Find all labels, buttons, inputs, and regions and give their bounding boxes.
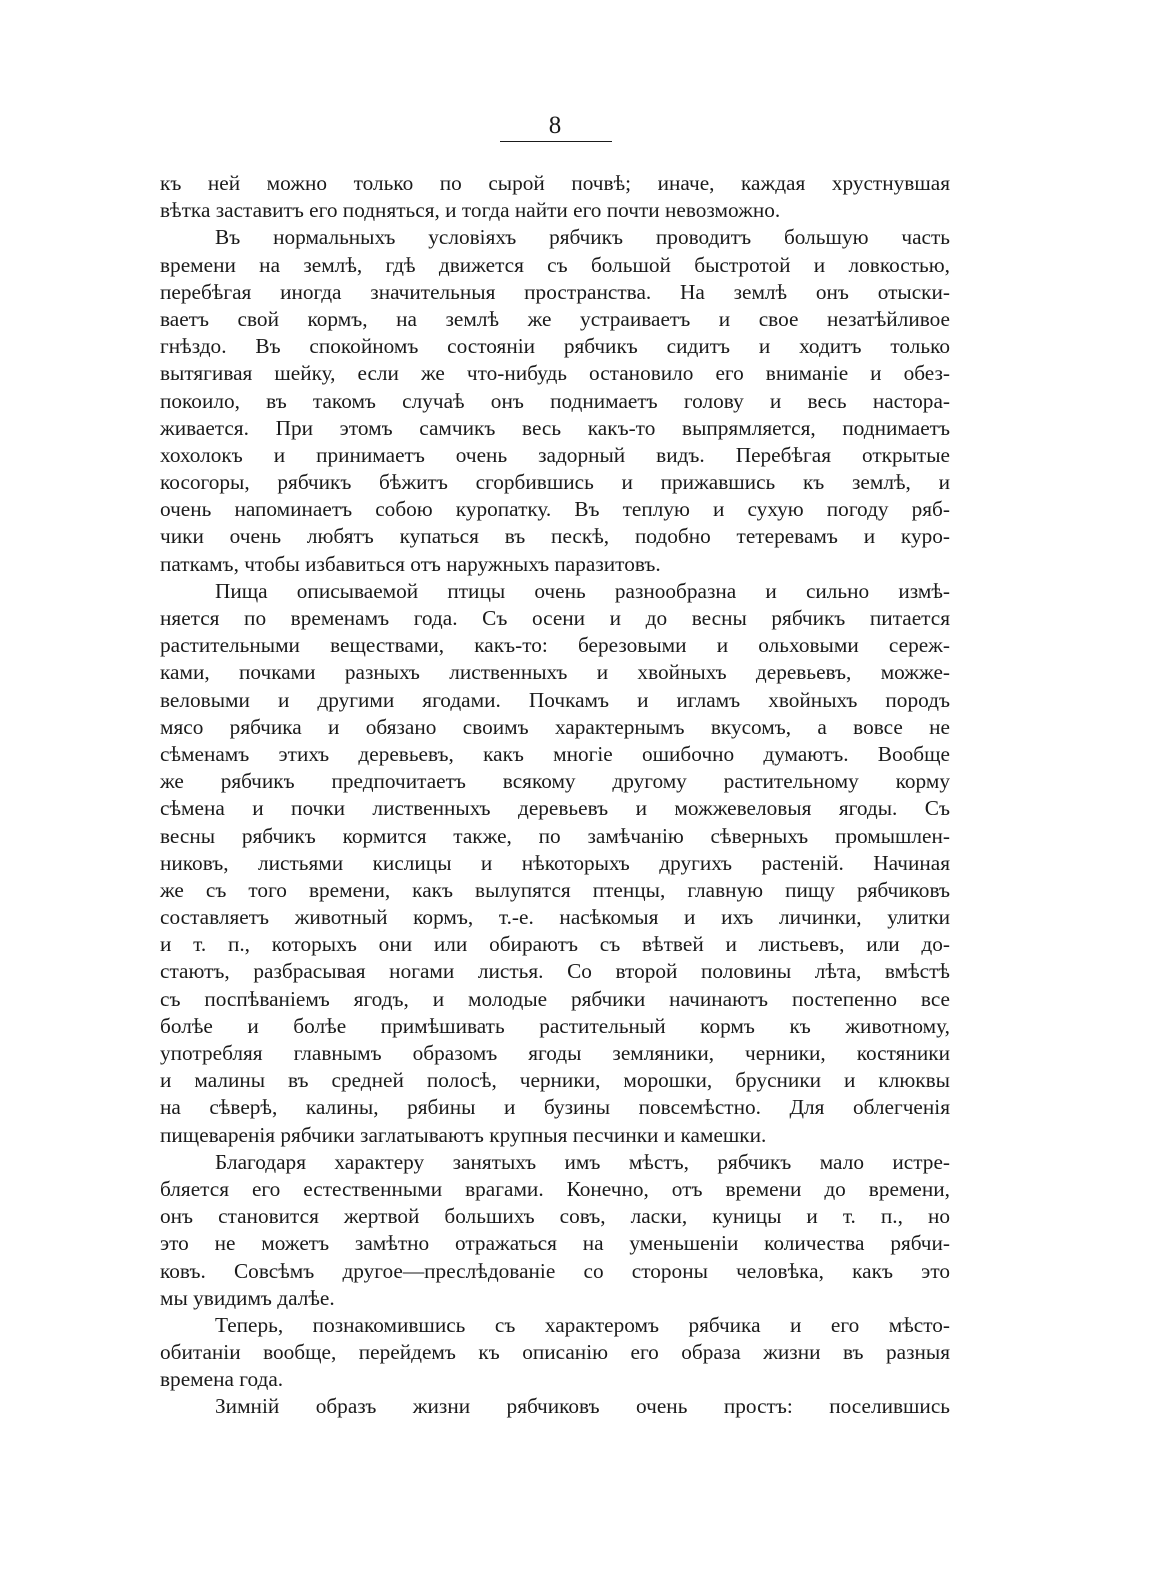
text-line: сѣменамъ этихъ деревьевъ, какъ многіе ошибочно думаютъ. Вообще <box>160 741 950 766</box>
text-line: на сѣверѣ, калины, рябины и бузины повсемѣстно. Для облегченія <box>160 1095 950 1120</box>
text-line: чики очень любятъ купаться въ пескѣ, подобно тетеревамъ и куро- <box>160 524 950 549</box>
text-line: это не можетъ замѣтно отражаться на уменьшеніи количества рябчи- <box>160 1231 950 1256</box>
text-line: бляется его естественными врагами. Конечно, отъ времени до времени, <box>160 1176 950 1201</box>
text-line: косогоры, рябчикъ бѣжитъ сгорбившись и прижавшись къ землѣ, и <box>160 470 950 495</box>
text-line: вытягивая шейку, если же что-нибудь остановило его вниманіе и обез- <box>160 361 950 386</box>
text-line: ками, почками разныхъ лиственныхъ и хвойныхъ деревьевъ, можже- <box>160 660 950 685</box>
text-line: гнѣздо. Въ спокойномъ состояніи рябчикъ сидитъ и ходитъ только <box>160 334 950 359</box>
text-line: и т. п., которыхъ они или обираютъ съ вѣтвей и листьевъ, или до- <box>160 932 950 957</box>
text-line: растительными веществами, какъ-то: березовыми и ольховыми сереж- <box>160 633 950 658</box>
page-number-rule <box>500 141 612 142</box>
text-line: времена года. <box>160 1367 284 1392</box>
text-line: же рябчикъ предпочитаетъ всякому другому растительному корму <box>160 769 950 794</box>
body-text <box>160 170 950 1421</box>
text-line: же съ того времени, какъ вылупятся птенцы, главную пищу рябчиковъ <box>160 877 950 902</box>
text-line: покоило, въ такомъ случаѣ онъ поднимаетъ голову и весь настора- <box>160 388 950 413</box>
text-line: вѣтка заставитъ его подняться, и тогда найти его почти невозможно. <box>160 198 781 223</box>
text-line: няется по временамъ года. Съ осени и до весны рябчикъ питается <box>160 606 950 630</box>
text-line: сѣмена и почки лиственныхъ деревьевъ и можжевеловыя ягоды. Съ <box>160 796 950 821</box>
text-line: онъ становится жертвой большихъ совъ, ласки, куницы и т. п., но <box>160 1204 950 1229</box>
paragraph <box>160 224 950 577</box>
text-line: обитаніи вообще, перейдемъ къ описанію его образа жизни въ разныя <box>160 1340 950 1365</box>
paragraph <box>160 578 950 1149</box>
text-line: стаютъ, разбрасывая ногами листья. Со второй половины лѣта, вмѣстѣ <box>160 959 950 984</box>
text-line: очень напоминаетъ собою куропатку. Въ теплую и сухую погоду ряб- <box>160 497 950 522</box>
text-line: къ ней можно только по сырой почвѣ; иначе, каждая хрустнувшая <box>160 171 950 195</box>
text-line: Зимній образъ жизни рябчиковъ очень простъ: поселившись <box>215 1394 950 1419</box>
text-line: ваетъ свой кормъ, на землѣ же устраиваетъ и свое незатѣйливое <box>160 306 950 331</box>
paragraph <box>160 1149 950 1312</box>
text-line: пищеваренія рябчики заглатываютъ крупныя песчинки и камешки. <box>160 1122 767 1147</box>
page-number: 8 <box>548 112 562 139</box>
text-line: мы увидимъ далѣе. <box>160 1285 335 1310</box>
text-line: составляетъ животный кормъ, т.-е. насѣкомыя и ихъ личинки, улитки <box>160 905 950 930</box>
text-line: Въ нормальныхъ условіяхъ рябчикъ проводитъ большую часть <box>215 225 950 250</box>
text-line: никовъ, листьями кислицы и нѣкоторыхъ другихъ растеній. Начиная <box>160 850 950 875</box>
text-line: ковъ. Совсѣмъ другое—преслѣдованіе со стороны человѣка, какъ это <box>160 1258 950 1283</box>
text-line: и малины въ средней полосѣ, черники, морошки, брусники и клюквы <box>160 1068 950 1093</box>
text-line: живается. При этомъ самчикъ весь какъ-то выпрямляется, поднимаетъ <box>160 415 950 440</box>
text-line: Теперь, познакомившись съ характеромъ рябчика и его мѣсто- <box>215 1312 950 1337</box>
text-line: веловыми и другими ягодами. Почкамъ и игламъ хвойныхъ породъ <box>160 687 950 712</box>
text-line: употребляя главнымъ образомъ ягоды земляники, черники, костяники <box>160 1041 950 1065</box>
text-line: мясо рябчика и обязано своимъ характернымъ вкусомъ, а вовсе не <box>160 714 950 739</box>
text-line: времени на землѣ, гдѣ движется съ большой быстротой и ловкостью, <box>160 252 950 277</box>
text-line: весны рябчикъ кормится также, по замѣчанію сѣверныхъ промышлен- <box>160 823 950 848</box>
text-line: болѣе и болѣе примѣшивать растительный кормъ къ животному, <box>160 1013 950 1038</box>
text-line: Благодаря характеру занятыхъ имъ мѣстъ, рябчикъ мало истре- <box>215 1149 950 1174</box>
text-line: хохолокъ и принимаетъ очень задорный видъ. Перебѣгая открытые <box>160 442 950 467</box>
paragraph <box>160 170 950 224</box>
text-line: паткамъ, чтобы избавиться отъ наружныхъ паразитовъ. <box>160 551 661 576</box>
text-line: перебѣгая иногда значительныя пространства. На землѣ онъ отыски- <box>160 279 950 304</box>
text-line: съ поспѣваніемъ ягодъ, и молодые рябчики начинаютъ постепенно все <box>160 986 950 1011</box>
paragraph <box>160 1312 950 1394</box>
paragraph <box>160 1393 950 1420</box>
text-line: Пища описываемой птицы очень разнообразна и сильно измѣ- <box>215 578 950 603</box>
